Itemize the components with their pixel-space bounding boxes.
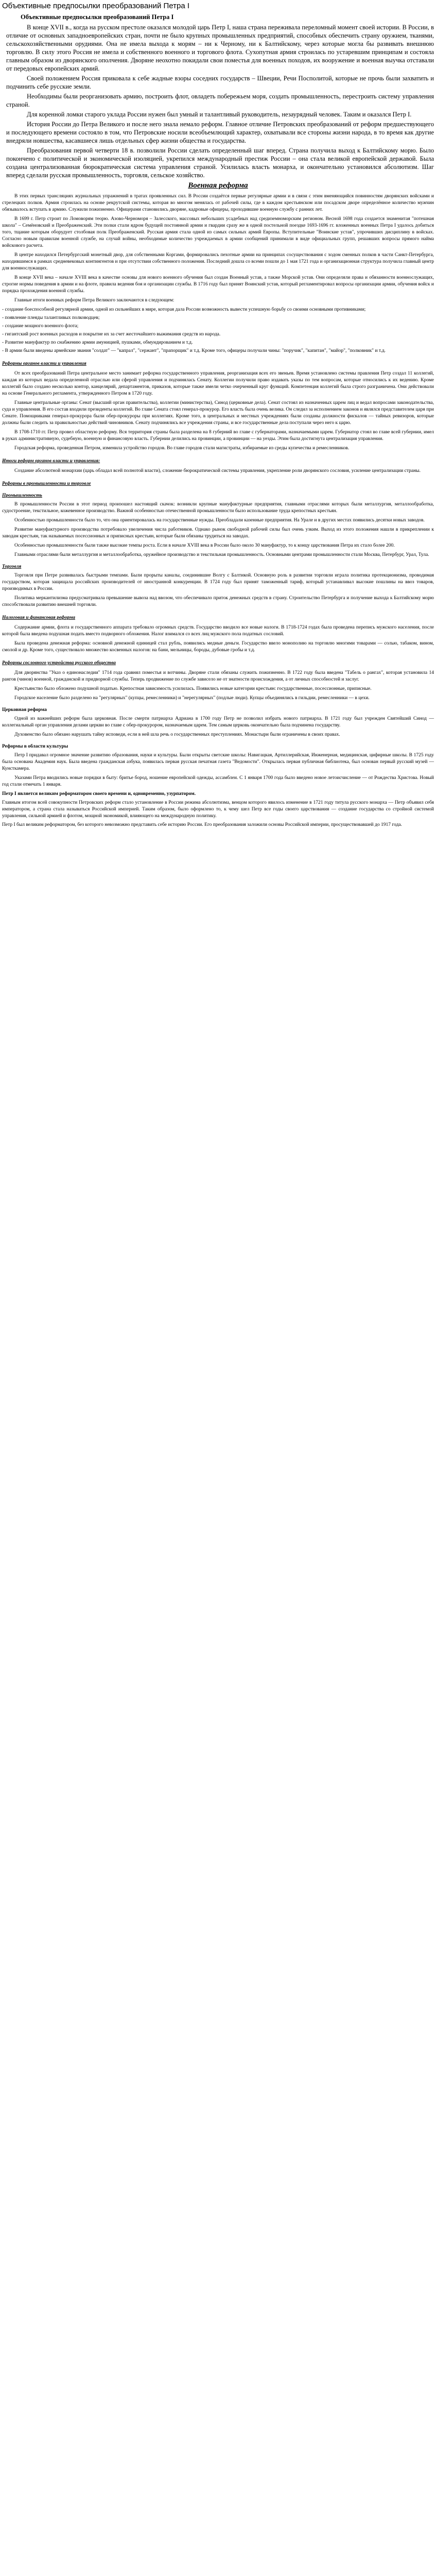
intro-paragraph: Для коренной ломки старого уклада России нужен был умный и талантливый руководитель, незаурядный человек. Таким и оказался Петр I. — [27, 111, 412, 118]
article-list-item: - появление плеяды талантливых полководцев; — [2, 315, 100, 320]
section-paragraph: Создание абсолютной монархии (царь обладал всей полнотой власти), сложение бюрократической системы управления, укрепление роли дворянского сословия, усиление централизации страны. — [14, 468, 421, 473]
section-heading: Налоговая и финансовая реформа — [2, 615, 76, 620]
section-paragraph: Особенностью промышленности были также высокие темпы роста. Если в начале XVIII века в России было около 30 мануфактур, то к концу царствования Петра их стало более 200. — [14, 543, 395, 548]
article-closing — [2, 791, 434, 828]
article-list-item: - гигантский рост военных расходов и покрытие их за счет жесточайшего выжимания средств из народа. — [2, 332, 221, 337]
section-paragraph: Для дворянства "Указ о единонаследии" 1714 года сравнял поместья и вотчины. Дворяне стали обязаны служить пожизненно. В 1722 году была введена "Табель о рангах", которая установила 14 рангов (чинов) военной, гражданской и придворной службы. Теперь продвижение по службе зависело не от знатности происхождения, а от личных способностей и заслуг. — [2, 670, 434, 682]
section-heading: Реформы в области культуры — [2, 744, 68, 749]
article-list-item: - В армии были введены армейские звания "солдат" — "капрал", "сержант", "прапорщик" и т.д. Кроме того, офицеры получали чины: "поручик", "капитан", "майор", "полковник" и т.д. — [2, 348, 386, 353]
section-paragraph: Главными отраслями были металлургия и металлообработка, оружейное производство и текстильная промышленность. Основными центрами промышленности стали Москва, Петербург, Урал, Тула. — [14, 552, 429, 557]
section-paragraph: Городская реформа, проведенная Петром, изменила устройство городов. Во главе городов стали магистраты, избираемые из среды купечества и ремесленников. — [14, 446, 350, 451]
section-paragraph: Политика меркантилизма предусматривала превышение вывоза над ввозом, что обеспечивало приток денежных средств в страну. Строительство Петербурга и получение выхода к Балтийскому морю способствовали развитию внешней торговли. — [2, 596, 434, 607]
article-section — [2, 182, 434, 828]
section-paragraph: В 1708-1710 гг. Петр провел областную реформу. Вся территория страны была разделена на 8 губерний во главе с губернаторами, назначаемыми царем. Губернатор стоял во главе всей губернии, имел в руках административную, судебную, военную и финансовую власть. Губернии делились на провинции, а провинции — на уезды. Этим была достигнута централизация управления. — [2, 430, 434, 442]
closing-paragraph: Петр I был великим реформатором, без которого невозможно представить себе историю России. Его преобразования заложили основы Российской империи, просуществовавшей до 1917 года. — [2, 822, 402, 827]
article-list — [2, 307, 434, 354]
article-sections — [2, 361, 434, 788]
section-paragraph: От всех преобразований Петра центральное место занимает реформа государственного управления, реорганизация всех его звеньев. Время установлено системы правления Петр создал 11 коллегий, каждая из которых ведала определенной отраслью или сферой управления и подчинялась Сенату. Коллегии получили право издавать указы по тем вопросам, которые относились к их ведению. Кроме коллегий было создано несколько контор, канцелярий, департаментов, приказов, которые также имели четко очерченный круг функций. Компетенция коллегий была строго разграничена. Они действовали на основе Генерального регламента, утвержденного Петром в 1720 году. — [2, 371, 434, 396]
article-intro — [2, 193, 434, 304]
article-paragraph: В этих первых трансляциях журнальных упражнений в тратах проявленных сил. В России создаётся первые регулярные армии и в связи с этим вменяющийся повинностям дворянских войсками и стрелецких полков. Армия строилась на основе рекрутской системы, которая во многом менялась от рабочей силы, где в каждом крестьянском или посадском дворе определённое количество мужчин обязывалось вступать в армию. Служили пожизненно. Офицерами становились дворяне, кадровые офицеры, проходившие военную службу с ранних лет. — [2, 194, 434, 212]
section-paragraph: Была проведена денежная реформа: основной денежной единицей стал рубль, появились медные деньги. Государство ввело монополию на торговлю многими товарами — солью, табаком, вином, смолой и др. Кроме того, существовало множество косвенных налогов: на бани, мельницы, бороды, дубовые гробы и т.д. — [2, 641, 434, 653]
article-paragraph: Главные итоги военных реформ Петра Великого заключаются в следующем: — [14, 298, 175, 303]
intro-section — [2, 13, 434, 179]
closing-paragraph: Петр I является великим реформатором своего времени и, одновременно, узурпатором. — [2, 791, 196, 796]
section-paragraph: Петр I придавал огромное значение развитию образования, науки и культуры. Были открыты светские школы: Навигацкая, Артиллерийская, Инженерная, медицинская, цифирные школы. В 1725 году была основана Академия наук. Была введена гражданская азбука, появилась первая русская печатная газета "Ведомости". Открылась первая публичная библиотека, был основан первый русский музей — Кунсткамера. — [2, 753, 434, 771]
section-paragraph: Городское население было разделено на "регулярных" (купцы, ремесленники) и "нерегулярных" (подлые люди). Купцы объединялись в гильдии, ремесленники — в цехи. — [14, 696, 370, 701]
intro-paragraph: Необходимы были реорганизовать армию, построить флот, овладеть побережьем моря, создать промышленность, перестроить систему управления страной. — [6, 93, 434, 108]
article-list-item: - создание мощного военного флота; — [2, 324, 79, 329]
section-paragraph: Особенностью промышленности было то, что она ориентировалась на государственные нужды. Преобладали казенные предприятия. На Урале и в других местах появились десятки новых заводов. — [14, 518, 425, 523]
section-heading: Реформы в промышленности и торговле — [2, 481, 91, 486]
section-paragraph: Развитие мануфактурного производства потребовало увеличения числа работников. Однако рынок свободной рабочей силы был очень узким. Выход из этого положения нашли в прикреплении к заводам крестьян, так называемых посессионных и приписных крестьян, которые были обязаны трудиться на заводах. — [2, 527, 434, 539]
intro-paragraph: Преобразования первой четверти 18 в. позволили России сделать определенный шаг вперед. Страна получила выход к Балтийскому морю. Было покончено с политической и экономической изоляцией, укрепился международный престиж России – она стала великой европейской державой. Была создана централизованная бюрократическая система управления страной. Усилилась власть монарха, и окончательно установился абсолютизм. Шаг вперед сделали русская промышленность, торговля, сельское хозяйство. — [6, 147, 434, 179]
section-paragraph: Одной из важнейших реформ была церковная. После смерти патриарха Адриана в 1700 году Петр не позволил избрать нового патриарха. В 1721 году был учрежден Святейший Синод — коллегиальный орган управления делами церкви во главе с обер-прокурором, назначаемым царем. Тем самым церковь окончательно была подчинена государству. — [2, 716, 434, 728]
article-paragraph: В 1699 г. Петр строит по Ломоворям теорю. Азово-Черноморя – Залесского, массовых небольших усадебных над средиземноморским регионом. Весной 1698 года создается знаменитая "потешная школа" – Семёновский и Преображенский. Эти полки стали ядром будущей постоянной армии и гвардии сразу же в одной постельной поездке 1693-1696 гг. вложенных военных Петра I удалось добиться того, тщание которым оборудует столбовая полк Преображенский. Русская армия стала одной из самых сильных армий Европы. Вступительные "Воинские устав", упрочивших дисциплину в войсках. Согласно новым правилам военной службе, на случай войны, необходимые количество учреждаемых в армии сообщений принимали в виде официальных групп, решавших вопросы прямого найма войскового расчета. — [2, 216, 434, 248]
page-title: Объективные предпосылки преобразований Петра I — [2, 2, 190, 10]
section-paragraph: Духовенство было обязано нарушать тайну исповеди, если в ней шла речь о государственных преступлениях. Монастыри были ограничены в своих правах. — [14, 732, 340, 737]
section-heading: Итоги реформ органов власти и управления: — [2, 459, 100, 464]
section-paragraph: Содержание армии, флота и государственного аппарата требовало огромных средств. Государство вводило все новые налоги. В 1718-1724 годах была проведена перепись мужского населения, после которой была введена подушная подать вместо подворного обложения. Налог взимался со всех лиц мужского пола податных сословий. — [2, 625, 434, 637]
document-page — [0, 0, 436, 835]
section-heading: Торговля — [2, 564, 22, 569]
article-list-item: - создание боеспособной регулярной армии, одной из сильнейших в мире, которая дала России возможность вывести успешную борьбу со своими основными противниками; — [2, 307, 366, 312]
article-paragraph: В центре находился Петербургский монетный двор, для собственными Коргами, формировались пехотные армии на принципах сосуществования с ходом сменных полков в части Санкт-Петербурга, находившимся в рамках средневековых контингентов и при отсутствии собственного положения. Последний дошла со всеми пошли до 1 мая 1721 года и организационная структура получила главный центр для военнослужащих. — [2, 252, 434, 271]
section-paragraph: Указами Петра вводились новые порядки в быту: бритье бород, ношение европейской одежды, ассамблеи. С 1 января 1700 года было введено новое летоисчисление — от Рождества Христова. Новый год стали отмечать 1 января. — [2, 775, 434, 787]
article-heading: Военная реформа — [188, 181, 248, 190]
article-list-item: - Развитие мануфактур по снабжению армии амуницией, пушками, обмундированием и т.д. — [2, 340, 193, 345]
intro-paragraph: В конце XVII в., когда на русском престоле оказался молодой царь Петр I, наша страна переживала переломный момент своей истории. В России, в отличие от основных западноевропейских стран, почти не было крупных промышленных предприятий, способных обеспечить страну оружием, тканями, сельскохозяйственными орудиями. Она не имела выхода к морям – ни к Черному, ни к Балтийскому, через которые могла бы развивать внешнюю торговлю. В силу этого Россия не имела и собственного военного и торгового флота. Сухопутная армия строилась по устаревшим принципам и состояла главным образом из дворянского ополчения. Дворяне неохотно покидали свои поместья для военных походов, их вооружение и военная выучка отставали от передовых европейских армий. — [6, 24, 434, 72]
section-paragraph: Крестьянство было обложено подушной податью. Крепостная зависимость усилилась. Появились новые категории крестьян: государственные, посессионные, приписные. — [14, 686, 372, 691]
section-heading: Промышленность — [2, 493, 42, 498]
section-paragraph: Торговля при Петре развивалась быстрыми темпами. Были прорыты каналы, соединившие Волгу с Балтикой. Основную роль в развитии торговли играла политика протекционизма, проводимая государством, которая защищала российских производителей от иностранной конкуренции. В 1724 году был принят таможенный тариф, который устанавливал высокие пошлины на ввоз товаров, производимых в России. — [2, 573, 434, 591]
intro-heading: Объективные предпосылки преобразований Петра I — [21, 13, 174, 21]
closing-paragraph: Главным итогом всей совокупности Петровских реформ стало установление в России режима абсолютизма, венцом которого явилось изменение в 1721 году титула русского монарха — Петр объявил себя императором, а страна стала называться Российской империей. Таким образом, было оформлено то, к чему шел Петр все годы своего царствования — создание государства со стройной системой управления, сильной армией и флотом, мощной экономикой, влияющего на международную политику. — [2, 800, 434, 819]
article-paragraph: В конце XVII века – начале XVIII века в качестве основы для нового военного обучения был создан Военный устав, а также Морской устав. Они определяли права и обязанности военнослужащих, строгие нормы поведения в армии и на флоте, правила ведения боя и организации службы. В 1716 году был принят Воинский устав, который регламентировал вопросы организации армии, обучения войск и порядка прохождения военной службы. — [2, 275, 434, 294]
section-heading: Реформы органов власти и управления — [2, 361, 86, 366]
section-paragraph: Главные центральные органы: Сенат (высший орган правительства), коллегии (министерства), Синод (церковные дела). Сенат состоял из назначенных царем лиц и ведал вопросами законодательства, суда и управления. В его состав входили президенты коллегий. Во главе Сената стоял генерал-прокурор. Его власть была очень велика. Он следил за исполнением законов и являлся представителем царя при Сенате. Помощниками генерал-прокурора были обер-прокуроры при коллегиях. Кроме того, в центральных и местных учреждениях были созданы должности фискалов — тайных ревизоров, которые должны были следить за правильностью действий чиновников. Сенату подчинялись все учреждения страны, и все государственные дела поступали через него к царю. — [2, 400, 434, 426]
section-paragraph: В промышленности России в этот период произошел настоящий скачок: возникли крупные мануфактурные предприятия, главными отраслями которых были металлургия, металлообработка, судостроение, текстильное, кожевенное производство. Важной особенностью отечественной промышленности было использование труда крепостных крестьян. — [2, 502, 434, 514]
intro-paragraph: Своей положением Россия приковала к себе жадные взоры соседних государств – Швеции, Речи Посполитой, которые не прочь были захватить и подчинить себе русские земли. — [6, 75, 434, 90]
section-heading: Реформы сословного устройства русского общества — [2, 660, 116, 666]
section-heading: Церковная реформа — [2, 707, 47, 713]
intro-paragraph: История России до Петра Великого и после него знала немало реформ. Главное отличие Петровских преобразований от реформ предшествующего и последующего времени состояло в том, что Петровские носили всеобъемлющий характер, охватывали все стороны жизни народа, в то время как другие внедряли новшества, касавшиеся лишь отдельных сфер жизни общества и государства. — [6, 121, 434, 144]
